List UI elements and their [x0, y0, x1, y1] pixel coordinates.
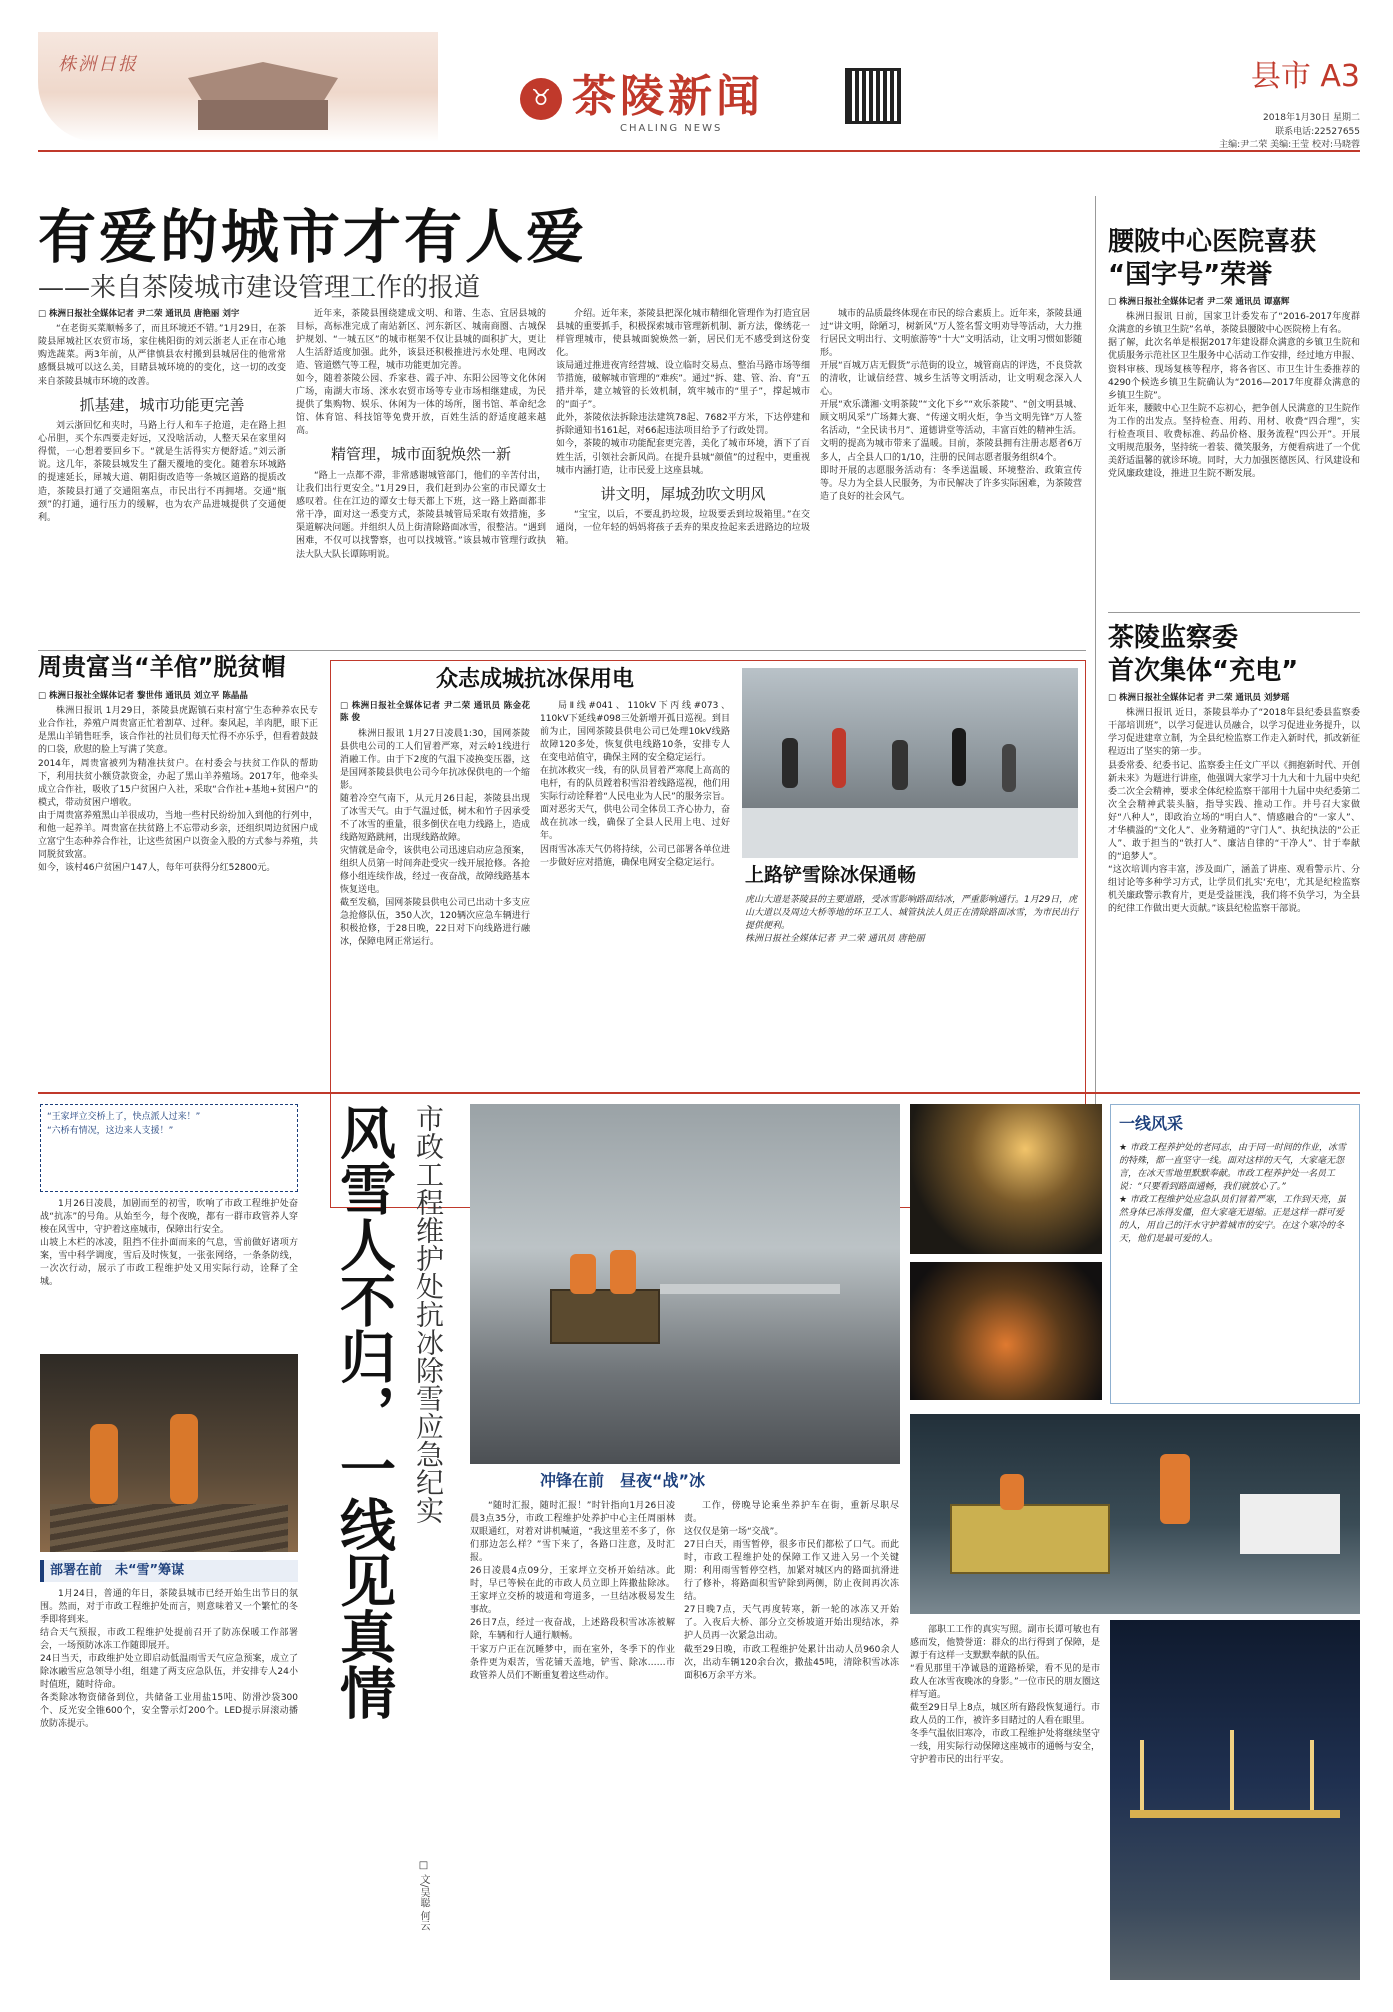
- sidebar1-title-line2: “国字号”荣誉: [1108, 259, 1273, 290]
- column-divider: [1095, 196, 1096, 1206]
- bridge-night-photo: [1110, 1620, 1360, 1980]
- pavilion-hall-graphic: [198, 100, 328, 130]
- lead-subheadline: ——来自茶陵城市建设管理工作的报道: [38, 273, 481, 303]
- section2-text: “随时汇报，随时汇报！”时针指向1月26日凌晨3点35分，市政工程维护处养护中心主任周丽林双眼通红，对着对讲机喊道，“我这里差不多了，你们那边怎么样？”雪下来了，各路口注意，及时汇报。 26日凌晨4点09分，王家坪立交桥开始结冰。此时，早已等候在此的市政人员立即上阵撒盐除冰。王家坪立交桥的坡道和弯道多，一旦结冰极易发生事故。 26日7点，经过一夜奋战，上述路段积雪冰冻被解除，车辆和行人通行顺畅。 干家万户正在沉睡梦中，而在室外，冬季下的作业条件更为艰苦，雪花铺天盖地，铲雪、除冰……市政管养人员们不断重复着这些动作。: [470, 1501, 675, 1681]
- lead-column-3: [556, 308, 810, 648]
- feature-rule: [38, 1092, 1360, 1094]
- feature-intro-text: 1月26日凌晨，加剧而至的初雪，吹响了市政工程维护处奋战“抗冻”的号角。从始至今，每个夜晚，都有一群市政管养人穿梭在风雪中，守护着这座城市，保障出行安全。 山坡上木栏的冰凌，阻挡不住扑面而来的气息，雪前做好诸项方案，雪中科学调度，雪后及时恢复，一张张网络，一条条防线，一次次行动，展示了市政工程维护处又用实际行动，诠释了全城。: [40, 1199, 298, 1288]
- lead-paragraph: “路上一点都不滞，非常感谢城管部门，他们的辛苦付出，让我们出行更安全。”1月29日，我们赶到办公室的市民谭女士感叹着。住在江边的谭女士每天都上下班，这一路上路面都非常干净，面对这一悉变方式，茶陵县城管局采取有效措施，多渠道解决问题。并组织人员上街清除路面冰雪，很整洁。“遇到困难，不仅可以找警察，也可以找城管。”该县城市管理行政执法大队大队长谭陈明说。: [296, 471, 546, 560]
- feature-byline: □ 文/吴聪 何云: [418, 1860, 429, 1931]
- lead-subhead-3: 讲文明，犀城劲吹文明风: [600, 484, 766, 503]
- sidebar2-title-line1: 茶陵监察委: [1108, 623, 1239, 653]
- stairs-de-icing-photo: [40, 1354, 298, 1552]
- header-rule: [38, 150, 1360, 152]
- logo-ox-icon: ♉: [520, 78, 562, 120]
- night-worker-photo: [910, 1262, 1102, 1400]
- section1-body: [40, 1588, 298, 1988]
- sidebar1-byline: □ 株洲日报社全媒体记者 尹二荣 通讯员 谭嘉辉: [1108, 297, 1290, 307]
- section2-header: 冲锋在前 昼夜“战”冰: [540, 1471, 706, 1490]
- sidebar2-byline: □ 株洲日报社全媒体记者 尹二荣 通讯员 刘梦瑶: [1108, 693, 1290, 703]
- article2-headline: 周贵富当“羊倌”脱贫帽: [38, 653, 286, 681]
- feature-quote-box: “王家坪立交桥上了，快点派人过来！” “六桥有情况，这边来人支援！”: [40, 1104, 298, 1192]
- photo-caption-title: 上路铲雪除冰保通畅: [745, 864, 917, 886]
- logo-title: 茶陵新闻: [572, 71, 764, 122]
- section2-body: [470, 1500, 675, 1990]
- night-road-photo-1: [910, 1104, 1102, 1254]
- section3-text: 工作，傍晚导论乘坐养护车在街，重新尽职尽责。 这仅仅是第一场“交战”。 27日白天，雨雪暂停，很多市民们都松了口气。而此时，市政工程维护处的保障工作又进入另一个关键期：利用雨雪暂停空档，加紧对城区内的路面抗滑进行了修补，将路面积雪铲除到两侧，防止夜间再次冻结。 27日晚7点，天气再度转寒，新一轮的冰冻又开始了。入夜后大桥、部分立交桥坡道开始出现结冰，养护人员再一次紧急出动。 截至29日晚，市政工程维护处累计出动人员960余人次，出动车辆120余台次，撒盐45吨，清除积雪冰冻面积6万余平方米。: [684, 1501, 899, 1681]
- article3-headline: 众志成城抗冰保用电: [435, 667, 634, 692]
- lead-paragraph: 城市的品质最终体现在市民的综合素质上。近年来，茶陵县通过“讲文明，除陋习，树新风”万人签名誓文明劝导等活动，大力推行居民文明出行、文明旅游等“十大”文明活动，让文明习惯如影随形。 开展“百城万店无假货”示范街的设立，城管商店的评选，不良贷款的清收，让诚信经营、城乡生活等文明活动，让文明观念深入人心。 开展“欢乐潇湘·文明茶陵”“文化下乡”“欢乐茶陵”、“创文明县城、顾文明风采”广场舞大赛、“传递文明火炬，争当文明先锋”万人签名活动，“全民读书月”、道德讲堂等活动，丰富百姓的精神生活。 文明的提高为城市带来了温暖。目前，茶陵县拥有注册志愿者6万多人，占全县人口的1/10，注册的民间志愿者服务组织4个。 即时开展的志愿服务活动有：冬季送温暖、环境整治、政策宣传等。尽力为全县人民服务，为市民解决了许多实际困难，为茶陵营造了良好的社会风气。: [820, 309, 1082, 502]
- feature-subheadline: 市政工程维护处抗冰除雪应急纪实: [412, 1104, 445, 1524]
- photo-caption-text: 虎山大道是茶陵县的主要道路，受冰雪影响路面结冰，严重影响通行。1月29日，虎山大道以及周边大桥等地的环卫工人、城管执法人员正在清除路面冰雪，为市民出行提供便利。 株洲日报社全媒体记者 尹二荣 通讯员 唐艳丽: [745, 895, 1079, 945]
- lead-headline: 有爱的城市才有人爱: [38, 203, 588, 271]
- feature-headline: 风雪人不归，一线见真情: [331, 1104, 396, 1720]
- paper-name: 株洲日报: [58, 54, 138, 75]
- lead-paragraph: 近年来，茶陵县围绕建成文明、和谐、生态、宜居县城的目标，高标准完成了南站新区、河东新区、城南商圈、古城保护规划、“一城五区”的城市框架不仅让县城的面积扩大，更让人生活舒适度加强。此外，该县还积极推进污水处理、电网改造、管道燃气等工程，城市功能更加完善。 如今，随着茶陵公园、乔家巷、霞子冲、东阳公园等文化休闲广场，南湖大市场、洣水农贸市场等专业市场相继建成，为民提供了集购物、娱乐、休闲为一体的场所，图书馆、革命纪念馆、体育馆、科技馆等免费开放，百姓生活的舒适度越来越高。: [296, 309, 546, 437]
- lead-column-2: [296, 308, 546, 648]
- sidebar-divider: [1108, 612, 1360, 613]
- contact-phone: 联系电话:22527655: [1275, 126, 1360, 137]
- lead-subhead-1: 抓基建，城市功能更完善: [79, 395, 245, 414]
- section3-body: [684, 1500, 899, 1990]
- section1-text: 1月24日，普通的年日，茶陵县城市已经开始生出节日的氛围。然而，对于市政工程维护处而言，则意味着又一个繁忙的冬季即将到来。 结合天气预报，市政工程维护处提前召开了防冻保暖工作部署会，一场预防冰冻工作随即展开。 24日当天，市政维护处立即启动低温雨雪天气应急预案，成立了除冰融雪应急领导小组，组建了两支应急队伍，并安排专人24小时值班，随时待命。 各类除冰物资储备到位，共储备工业用盐15吨、防滑沙袋300个、反光安全锥600个，安全警示灯200个。LED提示屏滚动播放防冻提示。: [40, 1589, 298, 1730]
- salting-truck-photo: [470, 1104, 900, 1464]
- masthead-artwork: [38, 32, 438, 142]
- section-label: 县市 A3: [1250, 59, 1360, 94]
- lead-paragraph: 刘云浙回忆和夹时，马路上行人和车子抢道，走在路上担心吊胆，买个东西要走好远，又没啥活动，人整天呆在家里闷得慌，一心想着要回乡下。“就是生活得实方便舒适。”刘云浙说。这几年，茶陵县城发生了翻天覆地的变化。随着东环城路的提速延长，犀城大道、朝阳街改造等一条城区道路的提质改造，茶陵县打通了交通阻塞点，市民出行不再拥堵。交通“瓶颈”的打通，通行压力的缓解，也为农产品进城提供了交通便利。: [38, 421, 286, 523]
- lead-column-4: [820, 308, 1082, 648]
- lead-paragraph: 介绍。近年来，茶陵县把深化城市精细化管理作为打造宜居县城的重要抓手，积极探索城市管理新机制、新方法，像绣花一样管理城市，使县城面貌焕然一新，居民们无不感受到这份变化。 该局通过推进夜宵经营城、设立临时交易点、整治马路市场等细节措施，破解城市管理的“难疾”。通过“拆、建、管、治、育”五措并举，建立城管的长效机制，筑牢城市的“里子”，撑起城市的“面子”。 此外，茶陵依法拆除违法建筑78起、7682平方米，下达停建和拆除通知书161起，对66起违法项目给予了行政处罚。 如今，茶陵的城市功能配套更完善，美化了城市环境，洒下了百姓生活，引领社会新风尚。在提升县城“颜值”的过程中，更重视城市内涵打造，让市民爱上这座县城。: [556, 309, 810, 476]
- sidebar1-title-line1: 腰陂中心医院喜获: [1108, 227, 1317, 257]
- lead-byline: □ 株洲日报社全媒体记者 尹二荣 通讯员 唐艳丽 刘宇: [38, 309, 240, 319]
- night-truck-photo: [910, 1414, 1360, 1614]
- lead-paragraph: “在老街买菜顺畅多了，而且环境还不错。”1月29日，在茶陵县犀城社区农贸市场，家住桃阳街的刘云浙老人正在市心地购选蔬菜。两3年前，从严律慎县农村搬到县城居住的他常常感慨县城可以这么美，目睹县城环境的的变化，这一切的改变来自茶陵县城市环境的改善。: [38, 324, 286, 387]
- section4-body: [910, 1624, 1100, 1984]
- article3-byline: □ 株洲日报社全媒体记者 尹二荣 通讯员 陈金花 陈 俊: [340, 701, 530, 724]
- sidebox-title: 一线风采: [1119, 1114, 1184, 1133]
- qr-code-icon: [845, 68, 901, 124]
- lead-subhead-2: 精管理，城市面貌焕然一新: [330, 445, 511, 464]
- feature-intro: [40, 1198, 298, 1348]
- lead-column-1: [38, 308, 286, 648]
- article2-text: 株洲日报讯 1月29日，茶陵县虎踞镇石束村富宁生态种养农民专业合作社，养殖户周贵富正忙着割草、过秤。秦风起，羊肉肥，眼下正是黑山羊销售旺季，该合作社的社员们每天忙得不亦乐乎，但看着鼓鼓的口袋，欣慰的脸上写满了笑意。 2014年，周贵富被列为精准扶贫户。在村委会与扶贫工作队的帮助下，利用扶贫小额贷款资金，办起了黑山羊养殖场。2017年，他牵头成立合作社，吸收了15户贫困户入社，采取“合作社+基地+贫困户”的模式，带动贫困户增收。 由于周贵富养殖黑山羊很成功，当地一些村民纷纷加入到他的行列中，和他一起养羊。周贵富在扶贫路上不忘带动乡亲，还组织周边贫困户成立富宁生态种养合作社，让这些贫困户以资金入股的方式参与养殖，共同脱贫致富。 如今，该村46户贫困户147人，每年可获得分红52800元。: [38, 706, 318, 873]
- issue-date: 2018年1月30日 星期二: [1263, 113, 1360, 123]
- sidebar1-body: [1108, 296, 1360, 596]
- sidebar2-title-line2: 首次集体“充电”: [1108, 655, 1299, 686]
- snow-clearing-photo: [742, 668, 1078, 858]
- logo-subtitle: CHALING NEWS: [620, 123, 723, 134]
- sidebar1-text: 株洲日报讯 日前，国家卫计委发布了“2016-2017年度群众满意的乡镇卫生院”名单，茶陵县腰陂中心医院榜上有名。 据了解，此次名单是根据2017年建设群众满意的乡镇卫生院和优质服务示范社区卫生服务中心活动工作安排，经过地方申报、资料审核、现场复核等程序，将各省区、市卫生计生委推荐的4290个候选乡镇卫生院确认为“2016—2017年度群众满意的乡镇卫生院”。 近年来，腰陂中心卫生院不忘初心，把争创人民满意的卫生院作为工作的出发点。坚持检查、用药、用材、收费“四合理”，实行检查项目、收费标准、药品价格、服务流程“四公开”。开展文明规范服务，坚持统一着装、微笑服务，方便看病进了一个优美舒适温馨的就诊环境。同时，大力加强医德医风、行风建设和党风廉政建设，推进卫生院不断发展。: [1108, 312, 1360, 479]
- sidebar2-headline: [1108, 622, 1358, 687]
- article3-text-2: 局Ⅱ线#041、110kV下丙线#073、110kV下延线#098三处新增开孤日巡视。到目前为止，国网茶陵县供电公司已处理10kV线路故障120多处，恢复供电线路10条，安排专人在变电站值守，确保主网的安全稳定运行。 在抗冰救灾一线，有的队员冒着严寒爬上高高的电杆，有的队员蹚着积雪沿着线路巡视，他们用实际行动诠释着“人民电业为人民”的服务宗旨。面对恶劣天气，供电公司全体员工齐心协力，奋战在抗冰一线，确保了全县人民用上电、过好年。 因雨雪冰冻天气仍将持续，公司已部署各单位进一步做好应对措施，确保电网安全稳定运行。: [540, 701, 730, 868]
- pavilion-roof-graphic: [188, 62, 338, 102]
- sidebar2-text: 株洲日报讯 近日，茶陵县举办了“2018年县纪委县监察委干部培训班”，以学习促进认员融合，以学习促进业务提升，以学习促进建章立制，为全县纪检监察工作走入新时代，抓改新征程迈出了坚实的第一步。 县委常委、纪委书记、监察委主任文广平以《拥抱新时代、开创新未来》为题进行讲座，他强调大家学习十九大和十九届中央纪委二次全会精神，要求全体纪检监察干部用十九届中央纪委第二次全会精神武装头脑，指导实践、推动工作。并号召大家做好“八种人”，即政治立场的“明白人”、情感融合的“一家人”、才华横溢的“文化人”、业务精通的“守门人”、执纪执法的“公正人”、敢于担当的“铁打人”、廉洁自律的“干净人”、甘于奉献的“追梦人”。 “这次培训内容丰富，涉及面广，涵盖了讲座、观看警示片、分组讨论等多种学习方式，让学员们扎实‘充电’，尤其是纪检监察机关廉政警示教育片，更是受益匪浅，我们将不负学习，为全县的纪律工作做出更大贡献。”该县纪检监察干部说。: [1108, 708, 1360, 915]
- article2-byline: □ 株洲日报社全媒体记者 黎世伟 通讯员 刘立平 陈晶晶: [38, 691, 248, 701]
- sidebar1-headline: [1108, 226, 1358, 291]
- sidebox: [1110, 1104, 1360, 1404]
- section4-text: 部职工工作的真实写照。副市长谭可敏也有感而发，他赞誉道：群众的出行得到了保障，是源于有这样一支默默奉献的队伍。 “看见那里干净诚恳的道路桥梁，看不见的是市政人在冰雪夜晚冰的身影。”一位市民的朋友圈这样写道。 截至29日早上8点，城区所有路段恢复通行。市政人员的工作，被许多目睹过的人看在眼里。 冬季气温依旧寒冷，市政工程维护处将继续坚守一线，用实际行动保障这座城市的通畅与安全，守护着市民的出行平安。: [910, 1625, 1100, 1766]
- section1-header: 部署在前 未“雪”筹谋: [40, 1560, 298, 1582]
- article3-text: 株洲日报讯 1月27日凌晨1:30，国网茶陵县供电公司的工人们冒着严寒，对云岭1线进行消融工作。由于下2度的气温下凌换变压器，这是国网茶陵县供电公司今年抗冰保供电的一个缩影。 随着冷空气南下，从元月26日起，茶陵县出现了冰雪天气。由于气温过低，树木和竹子因承受不了冰雪的重量，很多倒伏在电力线路上，造成线路短路跳闸，出现线路故障。 灾情就是命令，该供电公司迅速启动应急预案，组织人员第一时间奔赴受灾一线开展抢修。各抢修小组连续作战，经过一夜奋战，故障线路基本恢复送电。 截至发稿，国网茶陵县供电公司已出动十多支应急抢修队伍，350人次，120辆次应急车辆进行积极抢修，于28日晚，22日对下向线路进行融冰，保障电网正常运行。: [340, 728, 530, 948]
- editor-credits: 主编:尹二荣 美编:王莹 校对:马晓蓉: [1219, 140, 1360, 150]
- section-divider: [38, 650, 1086, 651]
- sidebox-text: ★ 市政工程养护处的老同志，由于同一时间的作业，冰雪的特殊，都一直坚守一线。面对这样的天气，大家毫无怨言，在冰天雪地里默默奉献。市政工程养护处一名员工说：“只要看到路面通畅，我们就放心了。” ★ 市政工程维护处应急队员们冒着严寒，工作到天亮，虽然身体已冻得发僵，但大家毫无退缩。正是这样一群可爱的人，用自己的汗水守护着城市的安宁。在这个寒冷的冬天，他们是最可爱的人。: [1119, 1142, 1346, 1245]
- lead-paragraph: “宝宝，以后，不要乱扔垃圾，垃圾要丢到垃圾箱里。”在交通岗，一位年轻的妈妈将孩子丢弃的果皮捡起来丢进路边的垃圾箱。: [556, 510, 810, 547]
- header-info: [1195, 112, 1360, 153]
